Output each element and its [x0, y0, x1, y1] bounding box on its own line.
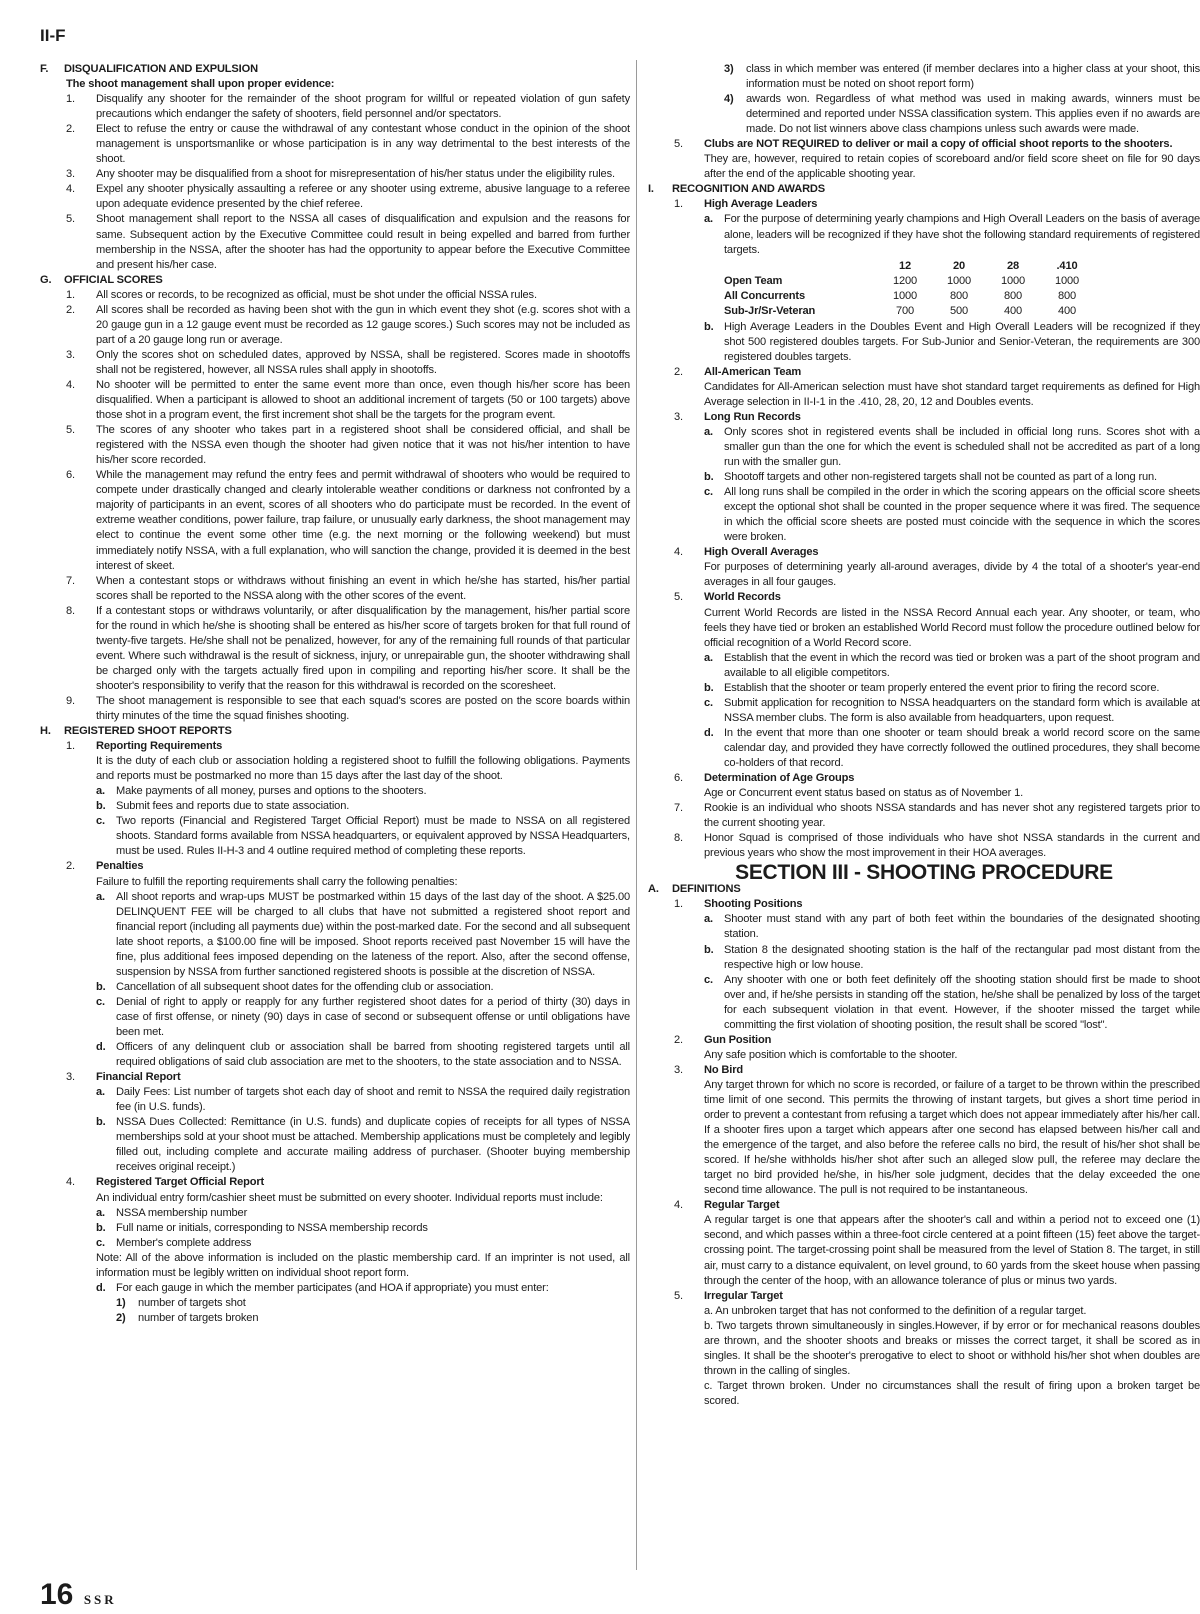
item-text: Submit application for recognition to NSSA headquarters on the standard form which is available at NSSA member clubs. The form is also available from headquarters, upon request.: [724, 696, 1200, 724]
paragraph: Any safe position which is comfortable to the shooter.: [704, 1048, 958, 1061]
list-item: [40, 1221, 630, 1236]
paragraph: Note: All of the above information is included on the plastic membership card. If an imprinter is not used, all information must be legibly written on individual shoot report form.: [96, 1251, 630, 1279]
item-text: Shooter must stand with any part of both feet within the boundaries of the designated shooting station.: [724, 913, 1200, 941]
item-text: Only the scores shot on scheduled dates, approved by NSSA, shall be registered. Scores made in shootoffs shall not be registered, however, all NSSA rules shall apply in shootoffs.: [96, 348, 630, 376]
item-label: I.: [648, 183, 654, 196]
list-item: [40, 1296, 630, 1311]
item-label: d.: [96, 1041, 106, 1054]
item-label: 4.: [66, 183, 75, 196]
item-label: b.: [96, 1116, 106, 1129]
list-item: [40, 1115, 630, 1175]
paragraph: Age or Concurrent event status based on status as of November 1.: [704, 787, 1024, 800]
item-text: For the purpose of determining yearly champions and High Overall Leaders on the basis of average alone, leaders will be recognized if they have shot the following standard requirements of registered targets.: [724, 213, 1200, 256]
item-label: 4.: [66, 1176, 75, 1189]
item-label: G.: [40, 273, 52, 286]
paragraph: b. Two targets thrown simultaneously in singles.However, if by error or for mechanical reasons doubles are thrown, and the shooter shoots and breaks or misses the correct target, it shall be scored as in singles. It shall be the shooter's prerogative to elect to shoot or withhold his/her shot when doubles are thrown in the calling of singles.: [704, 1319, 1200, 1377]
list-item: [40, 859, 630, 874]
item-label: 2.: [66, 123, 75, 136]
item-label: c.: [704, 973, 713, 986]
list-item: [648, 1198, 1200, 1213]
table-row: [724, 274, 1098, 289]
item-label: 5.: [66, 424, 75, 437]
item-label: c.: [96, 995, 105, 1008]
item-label: b.: [704, 320, 714, 333]
list-item: [40, 348, 630, 378]
list-item: [40, 890, 630, 980]
item-label: b.: [96, 980, 106, 993]
table-cell: 1000: [892, 289, 918, 302]
item-text: Shootoff targets and other non-registered targets shall not be counted as part of a long run.: [724, 471, 1157, 484]
item-text: World Records: [704, 591, 781, 604]
column-divider: [636, 60, 637, 1570]
item-label: 7.: [674, 802, 683, 815]
item-label: 3.: [66, 348, 75, 361]
list-item: [648, 1033, 1200, 1048]
list-item: [648, 681, 1200, 696]
item-label: c.: [704, 486, 713, 499]
list-item: [648, 726, 1200, 771]
list-item: [40, 784, 630, 799]
list-item: [40, 1070, 630, 1085]
list-item: [40, 574, 630, 604]
item-text: awards won. Regardless of what method was used in making awards, winners must be determined and reported under NSSA classification system. This applies even if no awards are made. Do not list winners above class champions unless such awards were made.: [746, 93, 1200, 136]
list-item: [40, 995, 630, 1040]
item-label: 5.: [674, 1289, 683, 1302]
item-label: 1.: [674, 198, 683, 211]
column-header: 28: [1006, 259, 1020, 272]
item-text: OFFICIAL SCORES: [64, 273, 163, 286]
item-text: Financial Report: [96, 1071, 181, 1084]
table-cell: 1000: [1000, 274, 1026, 287]
item-text: Regular Target: [704, 1199, 780, 1212]
list-item: [40, 694, 630, 724]
page-footer: [40, 1578, 117, 1612]
item-text: Officers of any delinquent club or association shall be barred from shooting registered targets until all required obligations of said club association are met to the shooters, to the state association and to NSSA.: [116, 1041, 630, 1069]
paragraph: Candidates for All-American selection must have shot standard target requirements as defined for High Average selection in II-I-1 in the .410, 28, 20, 12 and Doubles events.: [704, 380, 1200, 408]
item-text: All shoot reports and wrap-ups MUST be postmarked within 15 days of the last day of the shoot. A $25.00 DELINQUENT FEE will be charged to all clubs that have not submitted a registered shoot report and financial report (including all payments due) within the post-marked date. For the second and all subsequent late shoot reports, a $100.00 fine will be imposed. Shoot reports received past November 15 will have the fine, plus additional fees imposed depending on the lateness of the report. Also, after the second offense, suspension by NSSA from further sanctioned registered shoots is possible at the discretion of NSSA.: [116, 890, 630, 978]
paragraph: a. An unbroken target that has not conformed to the definition of a regular target.: [704, 1304, 1087, 1317]
section-title: SECTION III - SHOOTING PROCEDURE: [735, 861, 1113, 885]
section-heading: [648, 182, 1200, 197]
item-label: 4.: [674, 546, 683, 559]
list-item: [648, 410, 1200, 425]
item-text: Make payments of all money, purses and options to the shooters.: [116, 785, 427, 798]
item-label: a.: [96, 785, 105, 798]
item-text: Only scores shot in registered events shall be included in official long runs. Scores shot with a smaller gun than the one for which the event is scheduled shall not be accredited as part of a long run with the smaller gun.: [724, 425, 1200, 469]
list-item: [648, 897, 1200, 912]
item-text: If a contestant stops or withdraws voluntarily, or after disqualification by the management, his/her partial score for the round in which he/she is shooting shall be entered as his/her score of targets broken for that full round of twenty-five targets. He/she shall not be penalized, however, for any of the remaining full rounds of that particular event. Where such withdrawal is the result of sickness, injury, or unrepairable gun, the shooter withdrawing shall be charged only with the targets actually fired upon in compiling and reporting his/her score. It shall be the shooter's responsibility to verify that the reason for this withdrawal is recorded on the scoresheet.: [96, 604, 630, 692]
table-cell: 800: [949, 289, 969, 302]
item-text: Long Run Records: [704, 410, 801, 423]
item-label: c.: [96, 1236, 105, 1249]
list-item: [40, 1281, 630, 1296]
section-heading: [40, 724, 630, 739]
item-text: Gun Position: [704, 1033, 772, 1046]
item-label: 6.: [66, 469, 75, 482]
item-label: 1): [116, 1296, 126, 1309]
item-label: a.: [96, 890, 105, 903]
item-text: Honor Squad is comprised of those individuals who have shot NSSA standards in the current and previous years who show the most improvement in their HOA averages.: [704, 832, 1200, 860]
paragraph: Current World Records are listed in the NSSA Record Annual each year. Any shooter, or team, who feels they have tied or broken an established World Record must follow the procedure outlined below for official recognition of a World Record score.: [704, 606, 1200, 649]
right-column: [648, 62, 1200, 1409]
list-item: [648, 62, 1200, 92]
item-label: A.: [648, 883, 659, 896]
table-cell: 800: [1057, 289, 1077, 302]
list-item: [648, 973, 1200, 1033]
item-text: Expel any shooter physically assaulting a referee or any shooter using extreme, abusive language to a referee upon adequate evidence presented by the chief referee.: [96, 183, 630, 211]
item-text: Rookie is an individual who shoots NSSA standards and has never shot any registered targets prior to the current shooting year.: [704, 802, 1200, 830]
publication-mark: SSR: [83, 1592, 117, 1607]
list-item: [40, 1311, 630, 1326]
item-label: 5.: [674, 591, 683, 604]
item-text: REGISTERED SHOOT REPORTS: [64, 725, 232, 738]
table-cell: 1000: [946, 274, 972, 287]
item-label: 1.: [66, 740, 75, 753]
table-header-row: [724, 259, 1098, 274]
item-label: a.: [96, 1206, 105, 1219]
list-item: [40, 122, 630, 167]
list-item: [40, 468, 630, 573]
item-text: All long runs shall be compiled in the order in which the scoring appears on the official score sheets except the optional shot shall be counted in the proper sequence where it was fired. The sequence in which the official score sheets are posted must coincide with the sequence in which the scores were broken.: [724, 486, 1200, 544]
item-label: b.: [704, 943, 714, 956]
page-number: 16: [40, 1578, 74, 1611]
section-heading: [40, 62, 630, 77]
item-label: 5.: [674, 138, 683, 151]
table-cell: 700: [895, 304, 915, 317]
item-text: The scores of any shooter who takes part in a registered shoot shall be considered official, and shall be registered with the NSSA even though the shooter had given notice that it was not his/her intention to have his/her score recorded.: [96, 424, 630, 467]
item-text: class in which member was entered (if member declares into a higher class at your shoot, this information must be noted on shoot report form): [746, 63, 1200, 91]
list-item: [40, 1085, 630, 1115]
item-text: While the management may refund the entry fees and permit withdrawal of shooters who would be required to compete under drastically changed and clearly intolerable weather conditions or darkness not confronted by a majority of participants in an event, scores of all shooters who do participate must be recorded. In the event of extreme weather conditions, power failure, trap failure, or unusually early darkness, the shoot management may elect to continue the event some other time (e.g. the next morning or the following weekend) but must immediately notify NSSA, with a full explanation, who will sanction the change, provided it is deemed in the best interest of skeet.: [96, 469, 630, 572]
table-cell: 800: [1003, 289, 1023, 302]
list-item: [40, 1206, 630, 1221]
list-item: [648, 943, 1200, 973]
paragraph: A regular target is one that appears after the shooter's call and within a period not to exceed one (1) second, and which passes within a three-foot circle centered at a point fifteen (15) feet above the target-crossing point. The target-crossing point shall be measured from the level of Station 8. The target, in still air, must carry to a distance equivalent, on level ground, to 60 yards from the skeet house when passing through the center of the hoop, with an allowance tolerance of plus or minus two yards.: [704, 1214, 1200, 1287]
item-label: c.: [96, 815, 105, 828]
item-text: Denial of right to apply or reapply for any further registered shoot dates for a period of thirty (30) days in case of first offense, or ninety (90) days in case of second or subsequent offense or until obligations have been met.: [116, 995, 630, 1038]
item-label: b.: [704, 681, 714, 694]
item-text: Penalties: [96, 860, 144, 873]
item-label: a.: [704, 425, 713, 438]
row-label: Sub-Jr/Sr-Veteran: [724, 304, 816, 317]
item-label: 2): [116, 1311, 126, 1324]
item-label: 3.: [674, 410, 683, 423]
list-item: [648, 1289, 1200, 1304]
paragraph: Failure to fulfill the reporting requirements shall carry the following penalties:: [96, 875, 458, 888]
item-text: All scores or records, to be recognized as official, must be shot under the official NSSA rules.: [96, 288, 537, 301]
list-item: [648, 212, 1200, 257]
item-text: Member's complete address: [116, 1236, 252, 1249]
list-item: [40, 92, 630, 122]
item-text: All scores shall be recorded as having been shot with the gun in which event they shot (e.g. scores shot with a 20 gauge gun in a 12 gauge event must be recorded as 12 gauge scores.) Such scores may not be included as part of a 20 gauge long run or average.: [96, 303, 630, 346]
item-label: 4.: [66, 378, 75, 391]
item-label: b.: [96, 1221, 106, 1234]
table-row: [724, 289, 1098, 304]
item-text: DEFINITIONS: [672, 883, 741, 896]
item-text: Two reports (Financial and Registered Target Official Report) must be made to NSSA on all registered shoots. Standard forms available from NSSA headquarters, or equivalent approved by NSSA Headquarters, must be used. Rules II-H-3 and 4 outline required method of completing these reports.: [116, 815, 630, 858]
item-text: Daily Fees: List number of targets shot each day of shoot and remit to NSSA the required daily registration fee (in U.S. funds).: [116, 1086, 630, 1114]
table-row: [724, 304, 1098, 319]
paragraph: An individual entry form/cashier sheet must be submitted on every shooter. Individual reports must include:: [96, 1191, 603, 1204]
item-text: The shoot management is responsible to see that each squad's scores are posted on the score boards within thirty minutes of the time the squad finishes shooting.: [96, 694, 630, 723]
list-item: [648, 545, 1200, 560]
item-label: F.: [40, 63, 49, 75]
item-text: All-American Team: [704, 365, 802, 378]
item-text: number of targets shot: [138, 1296, 246, 1309]
item-label: 8.: [66, 604, 75, 617]
item-label: b.: [96, 800, 106, 813]
item-text: Reporting Requirements: [96, 740, 223, 753]
list-item: [648, 831, 1200, 861]
paragraph: c. Target thrown broken. Under no circumstances shall the result of firing upon a broken target be scored.: [704, 1379, 1200, 1407]
standards-table: [724, 259, 1098, 319]
list-item: [648, 912, 1200, 942]
item-text: In the event that more than one shooter or team should break a world record score on the same calendar day, and provided they have correctly followed the outlined procedures, they shall become co-holders of that record.: [724, 726, 1200, 769]
item-label: 3.: [66, 1071, 75, 1084]
list-item: [40, 739, 630, 754]
paragraph: For purposes of determining yearly all-around averages, divide by 4 the total of a shooter's year-end averages in all four gauges.: [704, 561, 1200, 589]
item-text: Establish that the shooter or team properly entered the event prior to firing the record score.: [724, 681, 1160, 694]
item-label: d.: [704, 726, 714, 739]
item-text: Any shooter may be disqualified from a shoot for misrepresentation of his/her status under the eligibility rules.: [96, 168, 615, 181]
paragraph: They are, however, required to retain copies of scoreboard and/or field score sheet on file for 90 days after the end of the applicable shooting year.: [704, 153, 1200, 181]
table-cell: 1200: [892, 274, 918, 287]
item-label: 2.: [66, 860, 75, 873]
item-text: High Average Leaders: [704, 198, 818, 211]
item-text: Cancellation of all subsequent shoot dates for the offending club or association.: [116, 980, 494, 993]
section-heading: [648, 882, 1200, 897]
item-text: Station 8 the designated shooting station is the half of the rectangular pad most distant from the respective high or low house.: [724, 943, 1200, 971]
list-item: [40, 378, 630, 423]
list-item: [40, 604, 630, 694]
item-text: Full name or initials, corresponding to NSSA membership records: [116, 1221, 428, 1234]
item-text: number of targets broken: [138, 1311, 259, 1324]
section-label: II-F: [40, 26, 66, 45]
list-item: [40, 799, 630, 814]
list-item: [40, 814, 630, 859]
left-column: [40, 62, 630, 1326]
item-label: 5.: [66, 213, 75, 226]
list-item: [648, 651, 1200, 681]
item-text: High Overall Averages: [704, 546, 819, 559]
item-text: Any shooter with one or both feet definitely off the shooting station should first be made to shoot over and, if he/she persists in standing off the station, he/she shall be penalized by loss of the target for each subsequent violation in that event. However, if the shooter missed the target while committing the first violation of shooting position, the result shall be scored "lost".: [724, 973, 1200, 1031]
list-item: [40, 212, 630, 272]
item-text: For each gauge in which the member participates (and HOA if appropriate) you must enter:: [116, 1281, 549, 1294]
item-label: 2.: [674, 1033, 683, 1046]
item-label: H.: [40, 725, 51, 738]
item-label: c.: [704, 696, 713, 709]
item-text: No shooter will be permitted to enter the same event more than once, even though his/her score has been disqualified. When a participant is allowed to shoot an additional increment of targets (50 or 100 targets) above those shot in a program event, the first increment shot shall be the targets for the program event.: [96, 378, 630, 422]
item-label: 8.: [674, 832, 683, 845]
item-label: a.: [704, 651, 713, 664]
item-text: Irregular Target: [704, 1289, 783, 1302]
list-item: [648, 771, 1200, 786]
item-text: When a contestant stops or withdraws without finishing an event in which he/she has started, his/her partial scores shall be reported to the NSSA along with the other scores of the event.: [96, 574, 630, 602]
table-cell: 1000: [1054, 274, 1080, 287]
list-item: [40, 288, 630, 303]
item-label: 2.: [674, 365, 683, 378]
item-text: DISQUALIFICATION AND EXPULSION: [64, 63, 258, 75]
list-item: [648, 137, 1200, 152]
list-item: [40, 303, 630, 348]
section-heading: [40, 273, 630, 288]
item-label: d.: [96, 1281, 106, 1294]
item-label: 4): [724, 93, 734, 106]
list-item: [648, 197, 1200, 212]
paragraph: It is the duty of each club or association holding a registered shoot to fulfill the following obligations. Payments and reports must be postmarked no more than 15 days after the last day of the shoot.: [96, 755, 630, 783]
table-cell: 500: [949, 304, 969, 317]
item-label: 7.: [66, 574, 75, 587]
column-header: .410: [1056, 259, 1078, 272]
item-text: Elect to refuse the entry or cause the withdrawal of any contestant whose conduct in the opinion of the shoot management is unsportsmanlike or whose participation is in any way detrimental to the best interests of the shoot.: [96, 123, 630, 166]
list-item: [648, 470, 1200, 485]
list-item: [40, 980, 630, 995]
item-text: Determination of Age Groups: [704, 772, 855, 785]
item-label: 1.: [66, 288, 75, 301]
list-item: [40, 1236, 630, 1251]
item-label: 1.: [674, 898, 683, 911]
paragraph: Any target thrown for which no score is recorded, or failure of a target to be thrown within the prescribed time limit of one second. This permits the throwing of instant targets, but gives a short time period in order to prevent a contestant from refusing a target which does not appear immediately after his/her call. If a shooter fires upon a target which appears after one second has elapsed between his/her call and the emergence of the target, and also before the referee calls no bird, the result of his/her shot shall be scored. If he/she withholds his/her shot after such an alleged slow pull, the referee may declare the target no bird provided he/she, in his/her sole judgment, decides that the delay exceeded the one second time allowance. The pull is not required to be instantaneous.: [704, 1078, 1200, 1197]
column-header: 20: [952, 259, 966, 272]
list-item: [40, 167, 630, 182]
item-label: a.: [96, 1086, 105, 1099]
item-text: High Average Leaders in the Doubles Event and High Overall Leaders will be recognized if they shot 500 registered doubles targets. For Sub-Junior and Senior-Veteran, the requirements are 300 registered doubles targets.: [724, 320, 1200, 363]
item-text: Submit fees and reports due to state association.: [116, 800, 350, 813]
item-label: a.: [704, 913, 713, 926]
list-item: [648, 365, 1200, 380]
item-text: Shooting Positions: [704, 898, 803, 911]
list-item: [648, 485, 1200, 545]
list-item: [648, 320, 1200, 365]
list-item: [648, 1063, 1200, 1078]
item-text: NSSA Dues Collected: Remittance (in U.S. funds) and duplicate copies of receipts for all types of NSSA memberships sold at your shoot must be attached. Membership applications must be completely and legibly filled out, including complete and accurate mailing address of purchaser. (Shooter buying membership receives original receipt.): [116, 1116, 630, 1174]
list-item: [648, 801, 1200, 831]
column-header: [724, 259, 882, 274]
item-label: 1.: [66, 93, 75, 106]
item-text: Establish that the event in which the record was tied or broken was a part of the shoot program and available to all eligible competitors.: [724, 651, 1200, 679]
item-label: 3.: [674, 1063, 683, 1076]
table-cell: 400: [1003, 304, 1023, 317]
item-label: 9.: [66, 694, 75, 707]
list-item: [648, 425, 1200, 470]
row-label: All Concurrents: [724, 289, 805, 302]
item-label: a.: [704, 213, 713, 226]
row-label: Open Team: [724, 274, 783, 287]
item-text: Registered Target Official Report: [96, 1176, 265, 1189]
list-item: [648, 696, 1200, 726]
item-text: No Bird: [704, 1063, 744, 1076]
paragraph: The shoot management shall upon proper evidence:: [66, 78, 335, 91]
list-item: [648, 590, 1200, 605]
list-item: [648, 92, 1200, 137]
item-text: RECOGNITION AND AWARDS: [672, 183, 826, 196]
column-header: 12: [898, 259, 912, 272]
item-text: Disqualify any shooter for the remainder of the shoot program for willful or repeated violation of gun safety precautions which endanger the safety of shooters, field personnel and/or spectators.: [96, 93, 630, 121]
list-item: [40, 182, 630, 212]
item-label: 3): [724, 63, 734, 75]
item-label: 2.: [66, 303, 75, 316]
item-label: b.: [704, 471, 714, 484]
item-label: 6.: [674, 772, 683, 785]
item-text: NSSA membership number: [116, 1206, 248, 1219]
list-item: [40, 1175, 630, 1190]
item-label: 3.: [66, 168, 75, 181]
list-item: [40, 423, 630, 468]
list-item: [40, 1040, 630, 1070]
item-text: Clubs are NOT REQUIRED to deliver or mail a copy of official shoot reports to the shooters.: [704, 138, 1173, 151]
item-text: Shoot management shall report to the NSSA all cases of disqualification and expulsion and the reasons for same. Subsequent action by the Executive Committee could result in being expelled and barred from further membership in the NSSA, after the shooter has had the opportunity to appear before the Executive Committee and present his/her case.: [96, 213, 630, 271]
item-label: 4.: [674, 1199, 683, 1212]
table-cell: 400: [1057, 304, 1077, 317]
